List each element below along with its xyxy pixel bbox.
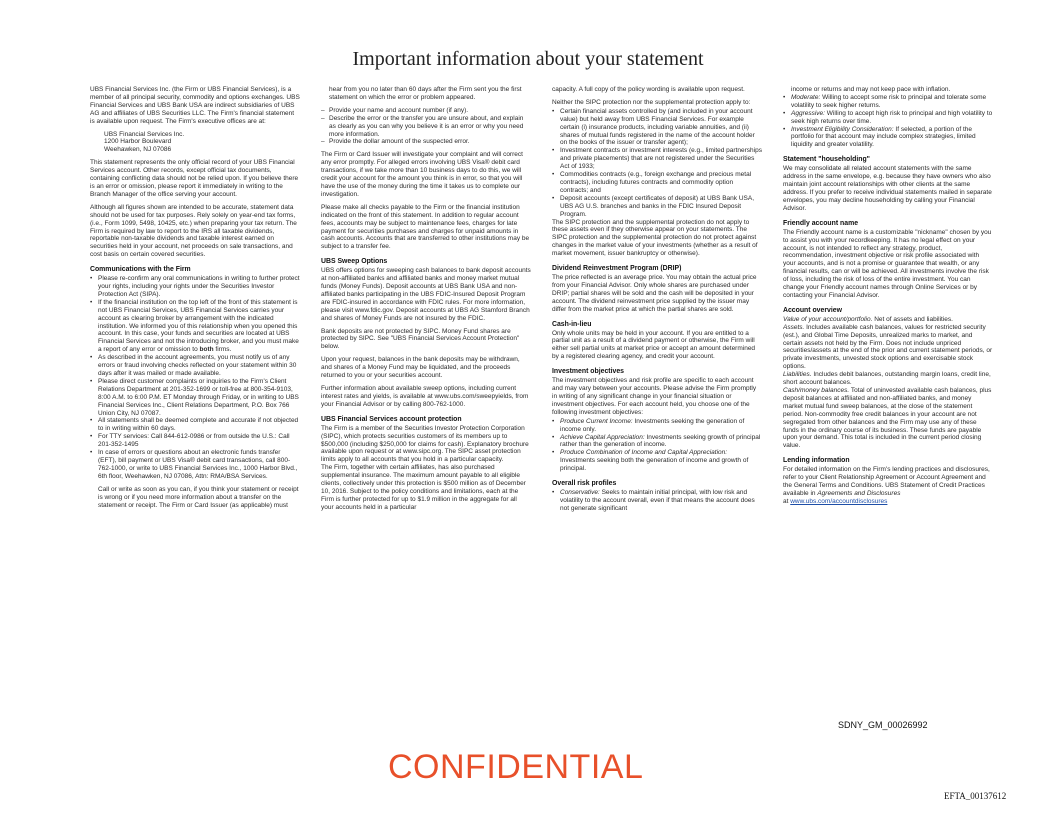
list-item-text: firms. bbox=[215, 346, 232, 354]
overview-list bbox=[783, 316, 993, 450]
risk-text: If selected, a portion of the portfolio for that account may include complex strategies, limited liquidity and greater volatility. bbox=[791, 125, 976, 149]
overview-text: Net of assets and liabilities. bbox=[874, 315, 953, 323]
efta-number: EFTA_00137612 bbox=[944, 791, 1007, 801]
paragraph: Only whole units may be held in your account. If you are entitled to a partial unit as a result of a dividend payment or otherwise, the Firm will either sell partial units at market price or accept an amount determined by a registered clearing agency, and credit your account. bbox=[552, 329, 756, 361]
overview-term: Cash/money balances. bbox=[783, 387, 850, 394]
official-record-paragraph: This statement represents the only official record of your UBS Financial Services account. Other records, except official tax documents, containing conflicting data should not be relied upon. If you believe there is an error or omission, please report it immediately in writing to the Branch Manager of the office serving your account. bbox=[90, 159, 299, 198]
householding-heading: Statement "householding" bbox=[783, 156, 870, 164]
paragraph: Further information about available sweep options, including current interest rates and yields, is available at www.ubs.com/sweepyields, from your Financial Advisor or by calling 800-762-1000. bbox=[321, 385, 529, 408]
list-item bbox=[791, 94, 993, 110]
paragraph: The SIPC protection and the supplemental protection do not apply to these assets even if they otherwise appear on your statements. The SIPC protection and the supplemental protection do not protect against changes in the market value of your investments (whether as a result of market movement, issuer bankruptcy or otherwise). bbox=[552, 218, 758, 258]
bates-number: SDNY_GM_00026992 bbox=[838, 720, 928, 730]
overview-term: Liabilities. bbox=[783, 371, 812, 379]
overview-term: Value of your account/portfolio. bbox=[783, 315, 873, 323]
objective-name: Produce Combination of Income and Capital Appreciation: bbox=[560, 449, 728, 457]
tax-paragraph: Although all figures shown are intended to be accurate, statement data should not be used for tax purposes. Rely solely on year-end tax forms, (i.e., Form 1099, 5498, 10425, etc.) when preparing your tax return. The Firm is required by law to report to the IRS all taxable dividends, reportable non-taxable dividends and taxable interest earned on securities held in your account, net proceeds on sale transactions, and cost basis on certain covered securities. bbox=[90, 203, 297, 259]
call-write-paragraph: Call or write as soon as you can, if you think your statement or receipt is wrong or if you need more information about a transfer on the statement or receipt. The Firm or Card Issuer (as applicable) must bbox=[98, 485, 299, 509]
risk-name: Aggressive: bbox=[791, 109, 825, 117]
paragraph: The Firm, together with certain affiliates, has also purchased supplemental insurance. The maximum amount payable to all eligible clients, collectively under this protection is $500 million as of December 10, 2016. Subject to the policy conditions and limitations, each at the Firm is further protected for up to $1.9 million in the aggregate for all your accounts held in a particular bbox=[321, 464, 526, 511]
error-report-list bbox=[321, 107, 531, 147]
list-item: – Describe the error or the transfer you are unsure about, and explain as clearly as you can why you believe it is an error or why you need more information. bbox=[329, 115, 531, 139]
paragraph: hear from you no later than 60 days after the Firm sent you the first statement on which the error or problem appeared. bbox=[329, 86, 522, 101]
list-item bbox=[560, 449, 762, 473]
address-line: Weehawken, NJ 07086 bbox=[104, 146, 172, 154]
account-disclosures-link[interactable]: www.ubs.com/accountdisclosures bbox=[790, 497, 888, 505]
investment-objectives-heading: Investment objectives bbox=[552, 368, 624, 376]
paragraph: Please make all checks payable to the Firm or the financial institution indicated on the front of this statement. In addition to regular account fees, accounts may be subject to maintenance fees, charges for late payment for securities purchases and charges for unpaid amounts in cash accounts. Accounts that are transferred to other institutions may be subject to a transfer fee. bbox=[321, 203, 530, 251]
paragraph bbox=[783, 466, 993, 506]
lending-doc-name: Agreements and Disclosures bbox=[817, 489, 901, 497]
drip-heading: Dividend Reinvestment Program (DRIP) bbox=[552, 265, 682, 273]
confidential-stamp: CONFIDENTIAL bbox=[388, 748, 644, 786]
list-item bbox=[783, 387, 993, 450]
risk-list bbox=[552, 489, 762, 513]
risk-name: Investment Eligibility Consideration: bbox=[791, 125, 894, 133]
paragraph: capacity. A full copy of the policy wording is available upon request. bbox=[552, 86, 745, 93]
address-line: UBS Financial Services Inc. bbox=[104, 130, 185, 138]
paragraph: The Firm is a member of the Securities Investor Protection Corporation (SIPC), which protects securities customers of its members up to $500,000 (including $250,000 for claims for cash). Explanatory brochure available upon request or at www.sipc.org. The SIPC asset protection limits apply to all accounts that you hold in a particular capacity. bbox=[321, 424, 529, 464]
list-item bbox=[560, 418, 762, 434]
paragraph: Bank deposits are not protected by SIPC. Money Fund shares are protected by SIPC. See "UBS Financial Services Account Protection" below. bbox=[321, 327, 520, 351]
column-4 bbox=[783, 86, 993, 718]
paragraph: The price reflected is an average price. You may obtain the actual price from your Financial Advisor. Only whole shares are purchased under DRIP; partial shares will be sold and the cash will be deposited in your account. The dividend reinvestment price supplied by the issuer may differ from the market price at which the partial shares are sold. bbox=[552, 274, 757, 313]
list-item bbox=[783, 324, 993, 371]
list-item: • Please direct customer complaints or inquiries to the Firm's Client Relations Department at 201-352-1699 or toll-free at 800-354-9103, 8:00 A.M. to 6:00 P.M. ET Monday through Friday, or in writing to UBS Financial Services Inc., Client Relations Department, P.O. Box 766 Union City, NJ 07087. bbox=[98, 378, 300, 418]
list-item bbox=[783, 316, 993, 324]
lending-heading: Lending information bbox=[783, 457, 850, 465]
list-item: • Certain financial assets controlled by (and included in your account value) but held away from UBS Financial Services. For example certain (i) insurance products, including variable annuities, and (ii) shares of mutual funds registered in the name of the account holder on the books of the issuer or transfer agent); bbox=[560, 108, 762, 148]
list-item: • Please re-confirm any oral communications in writing to further protect your rights, including your rights under the Securities Investor Protection Act (SIPA). bbox=[98, 275, 300, 299]
cash-in-lieu-heading: Cash-in-lieu bbox=[552, 320, 592, 328]
intro-paragraph: UBS Financial Services Inc. (the Firm or UBS Financial Services), is a member of all principal security, commodity and options exchanges. UBS Financial Services and UBS Bank USA are indirect subsidiaries of UBS AG and affiliates of UBS Securities LLC. The Firm's financial statement is available upon request. The Firm's executive offices are at: bbox=[90, 86, 300, 125]
list-item: • Deposit accounts (except certificates of deposit) at UBS Bank USA, UBS AG U.S. branches and banks in the FDIC Insured Deposit Program. bbox=[560, 195, 762, 219]
lending-text: For detailed information on the Firm's lending practices and disclosures, refer to your Client Relationship Agreement or Account Agreement and the General Terms and Conditions. UBS Statement of Credit Practices available in bbox=[783, 466, 990, 497]
column-2 bbox=[321, 86, 531, 718]
risk-list-continued bbox=[783, 94, 993, 149]
list-item bbox=[560, 489, 762, 513]
risk-name: Moderate: bbox=[791, 93, 821, 101]
lending-at: at bbox=[783, 497, 789, 505]
risk-text: Willing to accept some risk to principal and tolerate some volatility to seek higher returns. bbox=[791, 93, 987, 109]
paragraph: The investment objectives and risk profile are specific to each account and may vary between your accounts. Please advise the Firm promptly in writing of any significant change in your financial situation or investment objectives. For each account held, you choose one of the following investment objectives: bbox=[552, 377, 757, 416]
communications-list bbox=[90, 275, 300, 481]
emphasis-both: both bbox=[199, 346, 214, 354]
communications-heading: Communications with the Firm bbox=[90, 266, 191, 274]
executive-address bbox=[90, 131, 300, 155]
paragraph: income or returns and may not keep pace with inflation. bbox=[791, 86, 951, 93]
list-item: • All statements shall be deemed complete and accurate if not objected to in writing within 60 days. bbox=[98, 417, 300, 433]
paragraph: UBS offers options for sweeping cash balances to bank deposit accounts at non-affiliated banks and affiliated banks and money market mutual funds (Money Funds). Deposit accounts at UBS Bank USA and non-affiliated banks participating in the UBS FDIC-Insured Deposit Program are FDIC-insured in accordance with FDIC rules. For more information, please visit www.fdic.gov. Deposit accounts at UBS AG Stamford Branch and shares of Money Funds are not insured by the FDIC. bbox=[321, 267, 531, 322]
overview-text: Includes debit balances, outstanding margin loans, credit line, short account balances. bbox=[783, 371, 991, 387]
column-1 bbox=[90, 86, 300, 718]
list-item: – Provide your name and account number (if any). bbox=[329, 107, 531, 115]
risk-text: Seeks to maintain initial principal, with low risk and volatility to the account overall, even if that means the account does not generate significant bbox=[560, 489, 755, 512]
list-item bbox=[783, 371, 993, 387]
overview-term: Assets. bbox=[783, 323, 805, 331]
paragraph: We may consolidate all related account statements with the same address in the same envelope, e.g. because they have owners who also maintain joint account relationships with other clients at the same address. If you prefer to receive individual statements mailed in separate envelopes, you may decline householding by calling your Financial Advisor. bbox=[783, 165, 992, 212]
paragraph: The Friendly account name is a customizable "nickname" chosen by you to assist you with your recordkeeping. It has no legal effect on your account, is not intended to reflect any strategy, product, recommendation, investment objective or risk profile associated with your accounts, and is not a promise or guarantee that wealth, or any financial results, can or will be achieved. All investments involve the risk of loss, including the risk of loss of the entire investment. You can change your Friendly account names through Online Services or by contacting your Financial Advisor. bbox=[783, 228, 992, 299]
sipc-exclusions-list bbox=[552, 108, 762, 219]
objectives-list bbox=[552, 418, 762, 473]
risk-profiles-heading: Overall risk profiles bbox=[552, 480, 617, 488]
paragraph: The Firm or Card Issuer will investigate your complaint and will correct any error promptly. For alleged errors involving UBS Visa® debit card transactions, if we take more than 10 business days to do this, we will credit your account for the amount you think is in error, so that you will have the use of the money during the time it takes us to complete our investigation. bbox=[321, 151, 523, 198]
paragraph: Upon your request, balances in the bank deposits may be withdrawn, and shares of a Money Fund may be liquidated, and the proceeds returned to you or your securities account. bbox=[321, 356, 520, 380]
list-item bbox=[791, 126, 993, 150]
list-item bbox=[560, 434, 762, 450]
list-item bbox=[791, 110, 993, 126]
account-overview-heading: Account overview bbox=[783, 306, 842, 314]
list-item: • Commodities contracts (e.g., foreign exchange and precious metal contracts), including futures contracts and commodity option contracts; and bbox=[560, 171, 762, 195]
column-3 bbox=[552, 86, 762, 718]
overview-text: Total of uninvested available cash balances, plus deposit balances at affiliated and non-affiliated banks, and money market mutual fund sweep balances, at the close of the statement period. Non-commodity free credit balances in your account are not segregated from other balances and the Firm may use any of these funds in the ordinary course of its business. These funds are payable upon your demand. This total is included in the current period closing value. bbox=[783, 387, 992, 450]
address-line: 1200 Harbor Boulevard bbox=[104, 138, 172, 146]
risk-name: Conservative: bbox=[560, 489, 600, 497]
list-item bbox=[98, 299, 300, 354]
objective-name: Produce Current Income: bbox=[560, 417, 633, 425]
list-item: • For TTY services: Call 844-612-0986 or from outside the U.S.: Call 201-352-1495 bbox=[98, 433, 300, 449]
list-item: • In case of errors or questions about an electronic funds transfer (EFT), bill payment or UBS Visa® debit card transactions, call 800-762-1000, or write to UBS Financial Services Inc., 1000 Harbor Blvd., 6th floor, Weehawken, NJ 07086, Attn: RMA/BSA Services. bbox=[98, 449, 300, 481]
page-title: Important information about your statement bbox=[352, 48, 704, 70]
friendly-account-heading: Friendly account name bbox=[783, 219, 859, 227]
account-protection-heading: UBS Financial Services account protection bbox=[321, 415, 462, 423]
list-item-text: If the financial institution on the top left of the front of this statement is not UBS Financial Services, UBS Financial Services carries your account as clearing broker by arrangement with the indicated institution. We informed you of this relationship when you opened this account. In this case, your funds and securities are located at UBS Financial Services and not the introducing broker, and you must make a report of any error or omission to bbox=[98, 298, 299, 354]
risk-text: Willing to accept high risk to principal and high volatility to seek high returns over time. bbox=[791, 109, 993, 125]
objective-text: Investments seeking growth of principal rather than the generation of income. bbox=[560, 433, 761, 449]
list-item: – Provide the dollar amount of the suspected error. bbox=[329, 138, 531, 146]
paragraph: Neither the SIPC protection nor the supplemental protection apply to: bbox=[552, 98, 751, 106]
objective-text: Investments seeking both the generation of income and growth of principal. bbox=[560, 457, 749, 473]
objective-text: Investments seeking the generation of income only. bbox=[560, 417, 745, 433]
sweep-options-heading: UBS Sweep Options bbox=[321, 258, 388, 266]
list-item: • Investment contracts or investment interests (e.g., limited partnerships and private placements) that are not registered under the Securities Act of 1933; bbox=[560, 147, 762, 171]
overview-text: Includes available cash balances, values for restricted security (est.), and Global Time Deposits, unrealized marks to market, and certain assets not held by the Firm. Does not include unpriced securities/assets at the end of the prior and current statement periods, or private investments, unvested stock options and exercisable stock options. bbox=[783, 323, 993, 371]
objective-name: Achieve Capital Appreciation: bbox=[560, 433, 645, 441]
list-item: • As described in the account agreements, you must notify us of any errors or fraud involving checks reflected on your statement within 30 days after it was mailed or made available. bbox=[98, 354, 300, 378]
